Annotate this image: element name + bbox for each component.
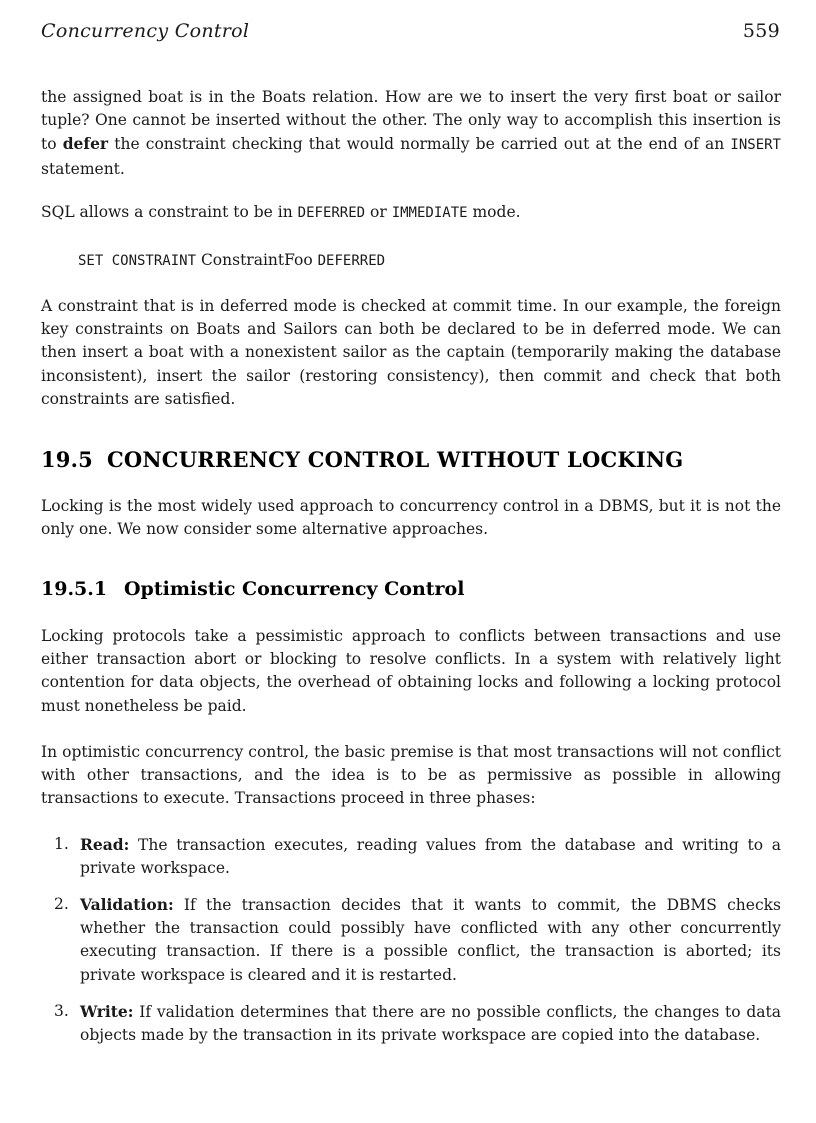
text-run: SQL allows a constraint to be in [41,203,298,221]
paragraph-optimistic: In optimistic concurrency control, the basic premise is that most transactions will not conflict with other transactions, and the idea is to be as permissive as possible in allowing transactions to execute. Transactions proceed in three phases: [41,743,781,808]
list-item-text [80,1000,781,1047]
section-number: 19.5 [41,447,93,472]
code-deferred: DEFERRED [297,205,366,221]
list-number: 1. [54,835,69,853]
code-example [78,249,385,272]
chapter-title: Concurrency Control [41,20,250,42]
section-heading [41,447,683,472]
paragraph-deferral-intro [41,86,781,181]
paragraph-deferred-mode: A constraint that is in deferred mode is checked at commit time. In our example, the foreign key constraints on Boats and Sailors can both be declared to be in deferred mode. We can then insert a boat with a nonexistent sailor as the captain (temporarily making the database inconsistent), insert the sailor (restoring consistency), then commit and check that both constraints are satisfied. [41,297,781,408]
phase-description: The transaction executes, reading values from the database and writing to a private workspace. [80,836,781,878]
bold-term-defer: defer [62,134,109,154]
code-insert: INSERT [730,137,781,154]
code-immediate: IMMEDIATE [391,205,468,221]
phase-label: Validation: [80,895,174,914]
phase-label: Write: [80,1002,134,1021]
list-item-text [80,893,781,987]
list-item-text [80,833,781,880]
section-title: CONCURRENCY CONTROL WITHOUT LOCKING [107,447,684,472]
phase-description: If the transaction decides that it wants to commit, the DBMS checks whether the transaction could possibly have conflicted with any other concurrently executing transaction. If there is a possible conflict, the transaction is aborted; its private workspace is cleared and it is restarted. [80,896,781,984]
subsection-number: 19.5.1 [41,578,108,600]
code-keyword-deferred: DEFERRED [317,253,386,269]
subsection-title: Optimistic Concurrency Control [124,578,465,600]
running-head [41,20,780,42]
phase-description: If validation determines that there are no possible conflicts, the changes to data objects made by the transaction in its private workspace are copied into the database. [80,1003,781,1045]
paragraph-locking-alternatives: Locking is the most widely used approach to concurrency control in a DBMS, but it is not the only one. We now consider some alternative approaches. [41,497,781,539]
phase-label: Read: [80,835,130,854]
code-keyword-set-constraint: SET CONSTRAINT [78,253,197,269]
list-number: 3. [54,1002,69,1020]
list-number: 2. [54,895,69,913]
page-number: 559 [742,20,780,42]
text-run: statement. [41,159,125,178]
constraint-name: ConstraintFoo [196,251,318,269]
paragraph-pessimistic: Locking protocols take a pessimistic approach to conflicts between transactions and use either transaction abort or blocking to resolve conflicts. In a system with relatively light contention for data objects, the overhead of obtaining locks and following a locking protocol must nonetheless be paid. [41,627,781,715]
paragraph-sql-modes [41,201,781,225]
text-run: the assigned boat is in the Boats relation. How are we to insert the very first boat or sailor tuple? One cannot be inserted without the other. The only way to accomplish this insertion is to [41,88,781,154]
text-run: or [365,203,392,221]
text-run: mode. [467,203,521,221]
subsection-heading [41,578,464,600]
text-run: the constraint checking that would normally be carried out at the end of an [108,135,731,154]
